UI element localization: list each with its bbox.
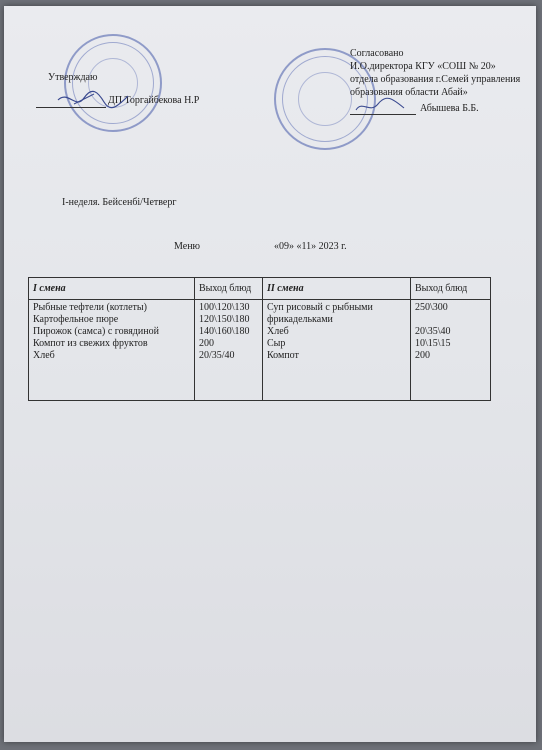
shift2-dishes-cell xyxy=(263,300,411,401)
header-shift-1: I смена xyxy=(29,278,195,300)
agreed-line-3: отдела образования г.Семей управления xyxy=(350,74,521,85)
list-item: Картофельное пюре xyxy=(33,314,119,325)
list-item: Компот xyxy=(267,350,299,361)
list-item: 120\150\180 xyxy=(199,314,250,325)
approver-name: ДП Торгайбекова Н.Р xyxy=(108,95,200,106)
document-page xyxy=(4,6,536,742)
list-item: 20/35/40 xyxy=(199,350,235,361)
approval-label: Утверждаю xyxy=(48,72,98,83)
menu-table xyxy=(28,277,491,401)
list-item: Рыбные тефтели (котлеты) xyxy=(33,302,147,313)
shift2-yields-cell xyxy=(411,300,491,401)
header-yield-1: Выход блюд xyxy=(195,278,263,300)
list-item: 100\120\130 xyxy=(199,302,250,313)
table-header-row xyxy=(29,278,491,300)
menu-title: Меню xyxy=(174,241,201,252)
list-item: 10\15\15 xyxy=(415,338,451,349)
table-row xyxy=(29,300,491,401)
week-day-line: I-неделя. Бейсенбі/Четверг xyxy=(62,197,177,208)
header-shift-2: II смена xyxy=(263,278,411,300)
menu-date: «09» «11» 2023 г. xyxy=(274,241,347,252)
shift1-yields-cell xyxy=(195,300,263,401)
agreed-line-2: И.О.директора КГУ «СОШ № 20» xyxy=(350,61,496,72)
signature-left xyxy=(54,86,134,116)
list-item: 200 xyxy=(415,350,430,361)
shift1-dishes-cell xyxy=(29,300,195,401)
list-item: 200 xyxy=(199,338,214,349)
list-item: Сыр xyxy=(267,338,286,349)
list-item: Хлеб xyxy=(267,326,289,337)
list-item: Компот из свежих фруктов xyxy=(33,338,148,349)
agreed-line-4: образования области Абай» xyxy=(350,87,468,98)
list-item: Суп рисовый с рыбными фрикадельками xyxy=(267,302,373,325)
list-item xyxy=(415,314,486,326)
agreed-line-1: Согласовано xyxy=(350,48,404,59)
list-item: Пирожок (самса) с говядиной xyxy=(33,326,159,337)
list-item: 20\35\40 xyxy=(415,326,451,337)
list-item: Хлеб xyxy=(33,350,55,361)
header-yield-2: Выход блюд xyxy=(411,278,491,300)
list-item: 250\300 xyxy=(415,302,448,313)
list-item: 140\160\180 xyxy=(199,326,250,337)
agreed-name: Абышева Б.Б. xyxy=(420,103,479,114)
signature-right xyxy=(352,94,412,118)
